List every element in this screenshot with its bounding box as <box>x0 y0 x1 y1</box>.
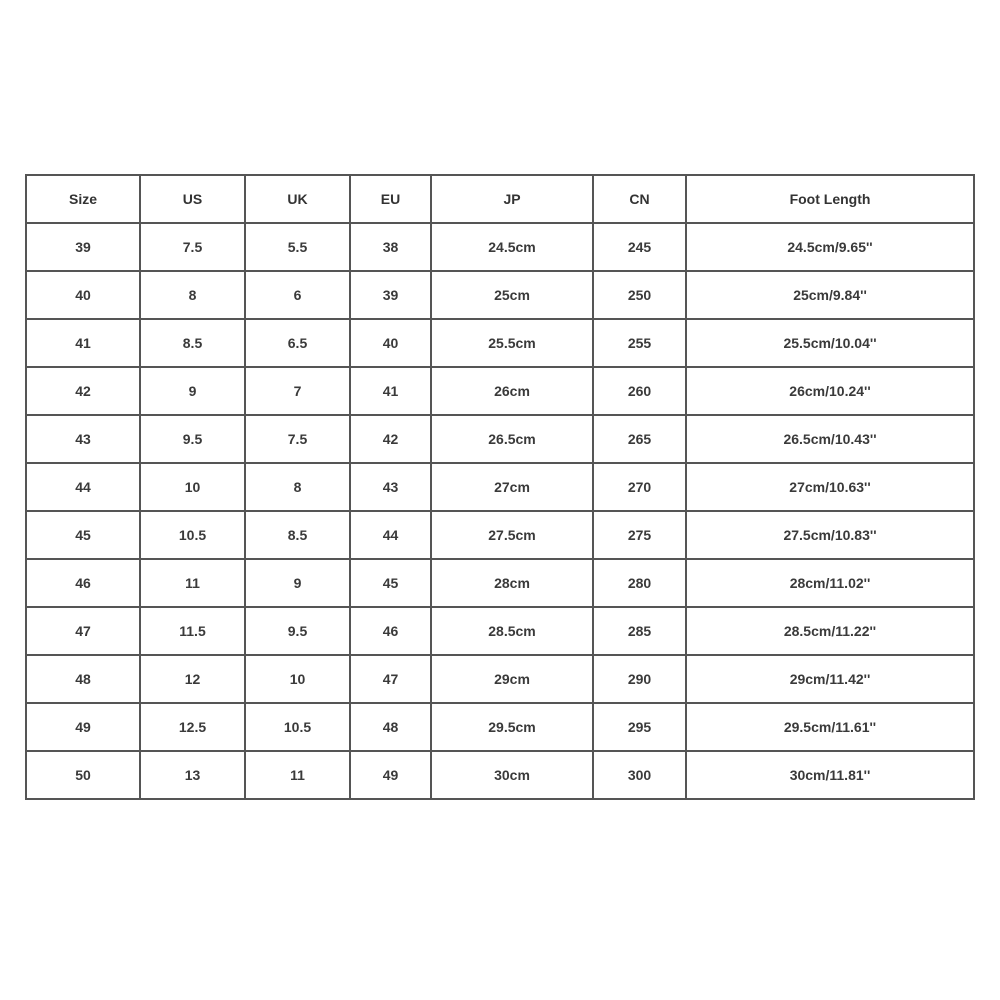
header-row <box>26 175 974 223</box>
cell-size: 48 <box>26 655 140 703</box>
cell-size: 42 <box>26 367 140 415</box>
cell-us: 9.5 <box>140 415 245 463</box>
cell-foot-length: 24.5cm/9.65'' <box>686 223 974 271</box>
header-foot-length: Foot Length <box>686 175 974 223</box>
cell-foot-length: 27.5cm/10.83'' <box>686 511 974 559</box>
cell-cn: 285 <box>593 607 686 655</box>
size-chart-table <box>25 174 975 800</box>
header-uk: UK <box>245 175 350 223</box>
cell-us: 7.5 <box>140 223 245 271</box>
cell-size: 47 <box>26 607 140 655</box>
cell-foot-length: 28cm/11.02'' <box>686 559 974 607</box>
cell-jp: 28cm <box>431 559 593 607</box>
cell-foot-length: 26cm/10.24'' <box>686 367 974 415</box>
cell-eu: 42 <box>350 415 431 463</box>
cell-uk: 7.5 <box>245 415 350 463</box>
cell-foot-length: 29.5cm/11.61'' <box>686 703 974 751</box>
cell-cn: 260 <box>593 367 686 415</box>
header-us: US <box>140 175 245 223</box>
cell-foot-length: 25cm/9.84'' <box>686 271 974 319</box>
table-row <box>26 319 974 367</box>
table-row <box>26 271 974 319</box>
cell-size: 46 <box>26 559 140 607</box>
cell-cn: 295 <box>593 703 686 751</box>
header-size: Size <box>26 175 140 223</box>
cell-size: 50 <box>26 751 140 799</box>
cell-cn: 245 <box>593 223 686 271</box>
cell-cn: 275 <box>593 511 686 559</box>
cell-uk: 5.5 <box>245 223 350 271</box>
cell-jp: 24.5cm <box>431 223 593 271</box>
cell-size: 43 <box>26 415 140 463</box>
cell-us: 11 <box>140 559 245 607</box>
cell-size: 45 <box>26 511 140 559</box>
cell-jp: 27cm <box>431 463 593 511</box>
cell-eu: 38 <box>350 223 431 271</box>
cell-eu: 49 <box>350 751 431 799</box>
table-row <box>26 703 974 751</box>
cell-jp: 29.5cm <box>431 703 593 751</box>
cell-cn: 250 <box>593 271 686 319</box>
cell-size: 39 <box>26 223 140 271</box>
table-row <box>26 367 974 415</box>
cell-eu: 46 <box>350 607 431 655</box>
cell-foot-length: 30cm/11.81'' <box>686 751 974 799</box>
cell-cn: 300 <box>593 751 686 799</box>
cell-size: 40 <box>26 271 140 319</box>
cell-uk: 6 <box>245 271 350 319</box>
cell-cn: 270 <box>593 463 686 511</box>
table-row <box>26 559 974 607</box>
cell-eu: 40 <box>350 319 431 367</box>
cell-foot-length: 25.5cm/10.04'' <box>686 319 974 367</box>
cell-jp: 26cm <box>431 367 593 415</box>
cell-us: 11.5 <box>140 607 245 655</box>
cell-us: 10 <box>140 463 245 511</box>
table-body <box>26 223 974 799</box>
cell-eu: 39 <box>350 271 431 319</box>
cell-eu: 45 <box>350 559 431 607</box>
cell-cn: 265 <box>593 415 686 463</box>
cell-foot-length: 29cm/11.42'' <box>686 655 974 703</box>
table-row <box>26 415 974 463</box>
cell-jp: 29cm <box>431 655 593 703</box>
cell-us: 10.5 <box>140 511 245 559</box>
cell-uk: 10 <box>245 655 350 703</box>
table-row <box>26 751 974 799</box>
cell-jp: 27.5cm <box>431 511 593 559</box>
cell-jp: 26.5cm <box>431 415 593 463</box>
table-row <box>26 511 974 559</box>
cell-foot-length: 28.5cm/11.22'' <box>686 607 974 655</box>
cell-us: 13 <box>140 751 245 799</box>
cell-eu: 43 <box>350 463 431 511</box>
cell-eu: 44 <box>350 511 431 559</box>
cell-us: 12.5 <box>140 703 245 751</box>
cell-eu: 48 <box>350 703 431 751</box>
cell-size: 41 <box>26 319 140 367</box>
cell-us: 12 <box>140 655 245 703</box>
cell-jp: 25.5cm <box>431 319 593 367</box>
table-row <box>26 607 974 655</box>
cell-foot-length: 27cm/10.63'' <box>686 463 974 511</box>
table-row <box>26 223 974 271</box>
cell-uk: 11 <box>245 751 350 799</box>
cell-jp: 28.5cm <box>431 607 593 655</box>
cell-uk: 9 <box>245 559 350 607</box>
cell-uk: 7 <box>245 367 350 415</box>
cell-size: 49 <box>26 703 140 751</box>
header-cn: CN <box>593 175 686 223</box>
cell-cn: 255 <box>593 319 686 367</box>
cell-cn: 290 <box>593 655 686 703</box>
cell-uk: 8.5 <box>245 511 350 559</box>
cell-cn: 280 <box>593 559 686 607</box>
cell-uk: 6.5 <box>245 319 350 367</box>
cell-uk: 9.5 <box>245 607 350 655</box>
cell-us: 9 <box>140 367 245 415</box>
cell-us: 8.5 <box>140 319 245 367</box>
table-row <box>26 463 974 511</box>
header-jp: JP <box>431 175 593 223</box>
cell-eu: 41 <box>350 367 431 415</box>
cell-jp: 25cm <box>431 271 593 319</box>
cell-jp: 30cm <box>431 751 593 799</box>
cell-size: 44 <box>26 463 140 511</box>
cell-uk: 8 <box>245 463 350 511</box>
header-eu: EU <box>350 175 431 223</box>
cell-foot-length: 26.5cm/10.43'' <box>686 415 974 463</box>
table-row <box>26 655 974 703</box>
cell-eu: 47 <box>350 655 431 703</box>
cell-uk: 10.5 <box>245 703 350 751</box>
cell-us: 8 <box>140 271 245 319</box>
